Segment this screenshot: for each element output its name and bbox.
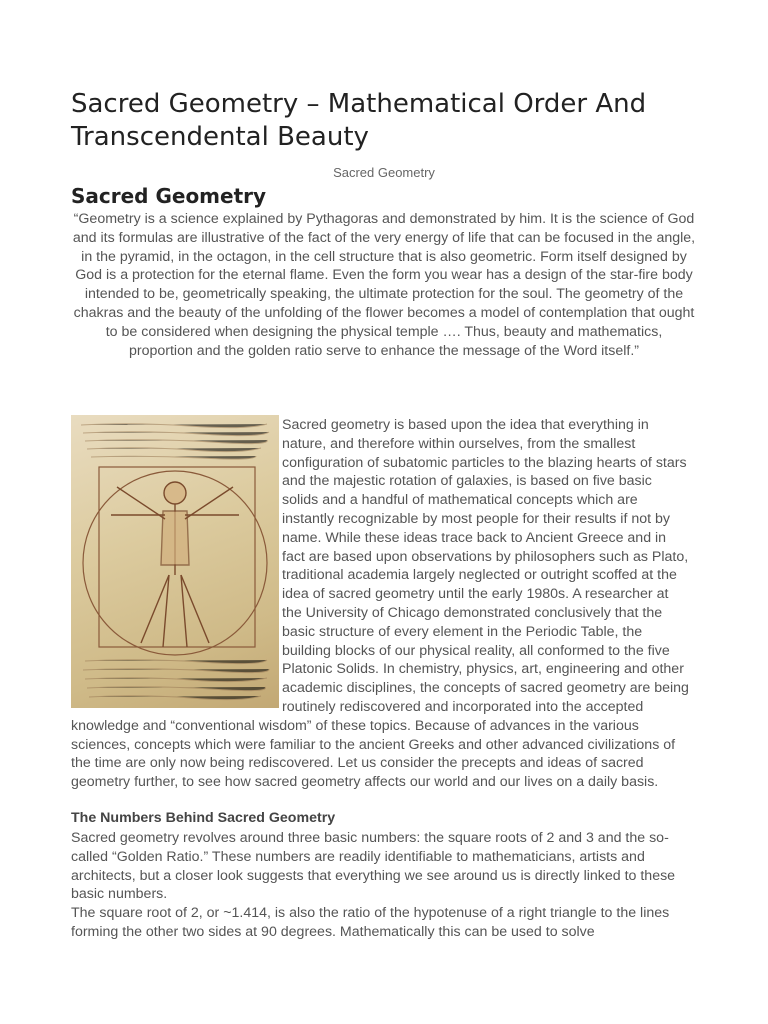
document-title: Sacred Geometry – Mathematical Order And Transcendental Beauty	[71, 89, 647, 152]
paragraph-basic-numbers: Sacred geometry revolves around three basic numbers: the square roots of 2 and 3 and the so-called “Golden Ratio.” These numbers are readily identifiable to mathematicians, artists and architects, but a closer look suggests that everything we see around us is directly linked to these basic numbers.	[71, 830, 676, 903]
sub-heading-numbers: The Numbers Behind Sacred Geometry	[71, 810, 336, 826]
section-heading: Sacred Geometry	[71, 184, 267, 208]
pythagoras-quote: “Geometry is a science explained by Pythagoras and demonstrated by him. It is the science of God and its formulas are illustrative of the fact of the very energy of life that can be focused in the angle, in the pyramid, in the octagon, in the cell structure that is also geometric. Form itself designed by God is a protection for the eternal flame. Even the form you wear has a design of the star-fire body intended to be, geometrically speaking, the ultimate protection for the soul. The geometry of the chakras and the beauty of the unfolding of the flower becomes a model of contemplation that ought to be considered when designing the physical temple …. Thus, beauty and mathematics, proportion and the golden ratio serve to enhance the message of the Word itself.”	[72, 211, 696, 359]
image-wrap-spacer	[71, 416, 280, 707]
body-paragraph-text: Sacred geometry is based upon the idea that everything in nature, and therefore within ourselves, from the smallest configuration of subatomic particles to the blazing hearts of stars and the majestic rotation of galaxies, is based on five basic solids and a handful of mathematical concepts which are instantly recognizable by most people for their results if not by name. While these ideas trace back to Ancient Greece and in fact are based upon observations by philosophers such as Plato, traditional academia largely neglected or outright scoffed at the idea of sacred geometry until the early 1980s. A researcher at the University of Chicago demonstrated conclusively that the basic structure of every element in the Periodic Table, the building blocks of our physical reality, all conformed to the five Platonic Solids. In chemistry, physics, art, engineering and other academic disciplines, the concepts of sacred geometry are being routinely rediscovered and incorporated into the accepted knowledge and “conventional wisdom” of these topics. Because of advances in the various sciences, concepts which were familiar to the ancient Greeks and other advanced civilizations of the time are only now being rediscovered. Let us consider the precepts and ideas of sacred geometry further, to see how sacred geometry affects our world and our lives on a daily basis.	[71, 417, 689, 791]
paragraph-square-root: The square root of 2, or ~1.414, is also the ratio of the hypotenuse of a right triangle to the lines forming the other two sides at 90 degrees. Mathematically this can be used to solve	[71, 905, 670, 940]
document-subtitle	[0, 165, 768, 180]
subtitle-text: Sacred Geometry	[333, 165, 435, 180]
body-paragraph	[71, 416, 691, 792]
